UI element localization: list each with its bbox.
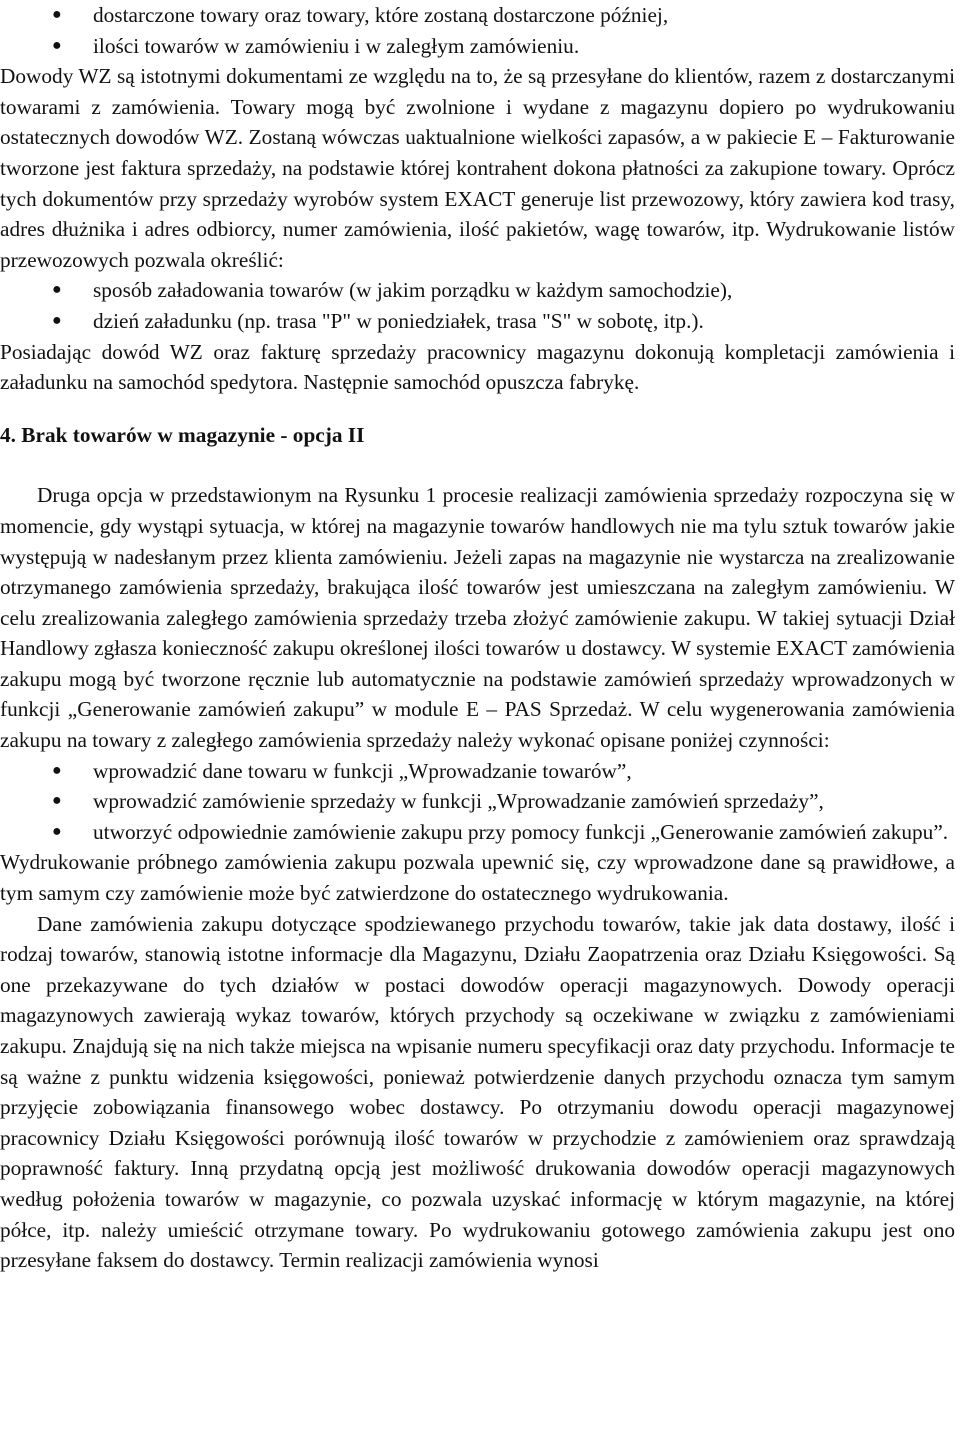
bullet-icon: ● [52,311,62,329]
bullet-list-bottom [0,756,955,848]
list-item [0,275,955,306]
bullet-icon: ● [52,6,62,23]
list-item [0,306,955,337]
list-item-text: utworzyć odpowiednie zamówienie zakupu przy pomocy funkcji „Generowanie zamówień zakupu”. [93,819,949,844]
list-item-text: ilości towarów w zamówieniu i w zaległym zamówieniu. [93,33,580,58]
section-heading: 4. Brak towarów w magazynie - opcja II [0,422,365,447]
list-item-text: sposób załadowania towarów (w jakim porządku w każdym samochodzie), [93,278,733,303]
paragraph: Posiadając dowód WZ oraz fakturę sprzedaży pracownicy magazynu dokonują kompletacji zamówienia i załadunku na samochód spedytora. Następnie samochód opuszcza fabrykę. [0,339,955,395]
list-item [0,786,955,817]
paragraph: Dane zamówienia zakupu dotyczące spodziewanego przychodu towarów, takie jak data dostawy, ilość i rodzaj towarów, stanowią istotne informacje dla Magazynu, Działu Zaopatrzenia oraz Działu Księgowości. Są one przekazywane do tych działów w postaci dowodów operacji magazynowych. Dowody operacji magazynowych zawierają wykaz towarów, których przychody są oczekiwane w związku z zamówieniami zakupu. Znajdują się na nich także miejsca na wpisanie numeru specyfikacji oraz daty przychodu. Informacje te są ważne z punktu widzenia księgowości, ponieważ potwierdzenie danych przychodu oznacza tym samym przyjęcie zobowiązania finansowego wobec dostawcy. Po otrzymaniu dowodu operacji magazynowej pracownicy Działu Księgowości porównują ilość towarów w przychodzie z zamówieniem oraz sprawdzają poprawność faktury. Inną przydatną opcją jest możliwość drukowania dowodów operacji magazynowych według położenia towarów w magazynie, co pozwala uzyskać informację w którym magazynie, na której półce, itp. należy umieścić otrzymane towary. Po wydrukowaniu gotowego zamówienia zakupu jest ono przesyłane faksem do dostawcy. Termin realizacji zamówienia wynosi [0,911,955,1273]
bullet-icon: ● [52,36,62,54]
list-item [0,31,955,62]
paragraph: Dowody WZ są istotnymi dokumentami ze względu na to, że są przesyłane do klientów, razem z dostarczanymi towarami z zamówienia. Towary mogą być zwolnione i wydane z magazynu dopiero po wydrukowaniu ostatecznych dowodów WZ. Zostaną wówczas uaktualnione wielkości zapasów, a w pakiecie E – Fakturowanie tworzone jest faktura sprzedaży, na podstawie której kontrahent dokona płatności za zakupione towary. Oprócz tych dokumentów przy sprzedaży wyrobów system EXACT generuje list przewozowy, który zawiera kod trasy, adres dłużnika i adres odbiorcy, numer zamówienia, ilość pakietów, wagę towarów, itp. Wydrukowanie listów przewozowych pozwala określić: [0,64,955,272]
paragraph: Druga opcja w przedstawionym na Rysunku 1 procesie realizacji zamówienia sprzedaży rozpoczyna się w momencie, gdy wystąpi sytuacja, w której na magazynie towarów handlowych nie ma tylu sztuk towarów jakie występują w nadesłanym przez klienta zamówieniu. Jeżeli zapas na magazynie nie wystarcza na zrealizowanie otrzymanego zamówienia sprzedaży, brakująca ilość towarów jest umieszczana na zaległym zamówieniu. W celu zrealizowania zaległego zamówienia sprzedaży trzeba złożyć zamówienie zakupu. W takiej sytuacji Dział Handlowy zgłasza konieczność zakupu określonej ilości towarów u dostawcy. W systemie EXACT zamówienia zakupu mogą być tworzone ręcznie lub automatycznie na podstawie zamówień sprzedaży wprowadzonych w funkcji „Generowanie zamówień zakupu” w module E – PAS Sprzedaż. W celu wygenerowania zamówienia zakupu na towary z zaległego zamówienia sprzedaży należy wykonać opisane poniżej czynności: [0,483,955,753]
list-item-text: dostarczone towary oraz towary, które zostaną dostarczone później, [93,3,669,27]
bullet-icon: ● [52,281,62,299]
list-item-text: dzień załadunku (np. trasa "P" w poniedziałek, trasa "S" w sobotę, itp.). [93,308,704,333]
bullet-list-middle [0,275,955,336]
bullet-icon: ● [52,761,62,779]
list-item-text: wprowadzić dane towaru w funkcji „Wprowadzanie towarów”, [93,758,632,783]
list-item [0,0,955,31]
bullet-list-top [0,0,955,61]
list-item-text: wprowadzić zamówienie sprzedaży w funkcji „Wprowadzanie zamówień sprzedaży”, [93,789,824,814]
paragraph: Wydrukowanie próbnego zamówienia zakupu pozwala upewnić się, czy wprowadzone dane są prawidłowe, a tym samym czy zamówienie może być zatwierdzone do ostatecznego wydrukowania. [0,850,955,906]
bullet-icon: ● [52,822,62,840]
list-item [0,756,955,787]
bullet-icon: ● [52,792,62,810]
list-item [0,817,955,848]
